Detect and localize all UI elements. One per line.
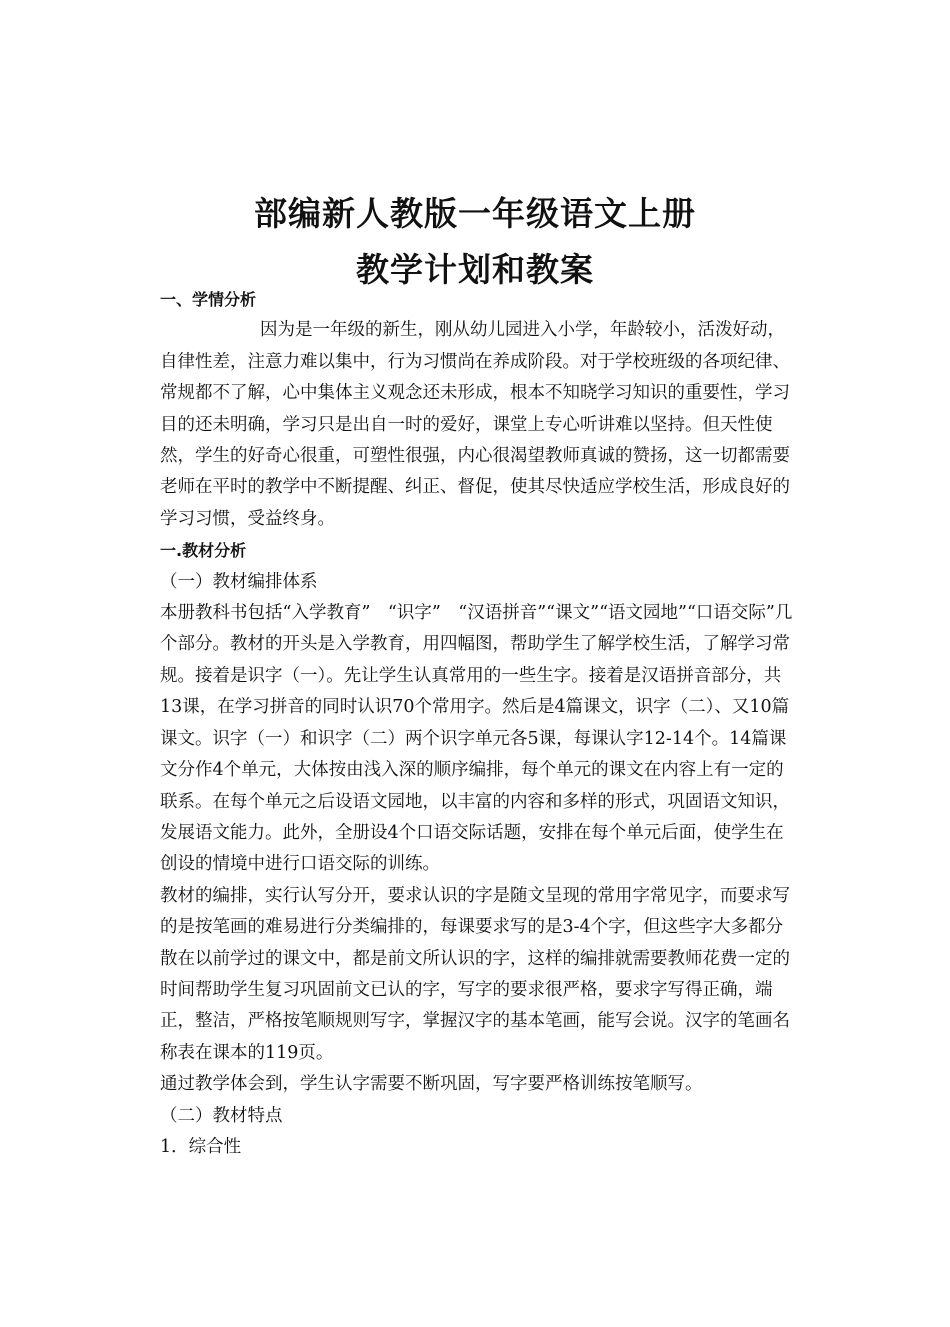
page-title: 部编新人教版一年级语文上册 <box>254 194 696 233</box>
paragraph-structure: 本册教科书包括“入学教育” “识字” “汉语拼音”“课文”“语文园地”“口语交际”几个部分。教材的开头是入学教育，用四幅图，帮助学生了解学校生活，了解学习常规。接着是识字（一）。先让学生认真常用的一些生字。接着是汉语拼音部分，共13课，在学习拼音的同时认识70个常用字。然后是4篇课文，识字（二）、又10篇课文。识字（一）和识字（二）两个识字单元各5课，每课认字12-14个。14篇课文分作4个单元，大体按由浅入深的顺序编排，每个单元的课文在内容上有一定的联系。在每个单元之后设语文园地，以丰富的内容和多样的形式，巩固语文知识，发展语文能力。此外，全册设4个口语交际话题，安排在每个单元后面，使学生在创设的情境中进行口语交际的训练。 <box>160 603 793 875</box>
subsection-heading-features: （二）教材特点 <box>160 1105 283 1126</box>
page-subtitle: 教学计划和教案 <box>356 250 594 289</box>
paragraph-experience: 通过教学体会到，学生认字需要不断巩固，写字要严格训练按笔顺写。 <box>160 1074 703 1095</box>
section-heading-textbook: 一.教材分析 <box>160 541 247 561</box>
document-body <box>160 284 800 1163</box>
paragraph-writing: 教材的编排，实行认写分开，要求认识的字是随文呈现的常用字常见字，而要求写的是按笔画的难易进行分类编排的，每课要求写的是3-4个字，但这些字大多都分散在以前学过的课文中，都是前文所认识的字，这样的编排就需要教师花费一定的时间帮助学生复习巩固前文已认的字，写字的要求很严格，要求字写得正确，端正，整洁，严格按笔顺规则写字，掌握汉字的基本笔画，能写会说。汉字的笔画名称表在课本的119页。 <box>160 885 790 1063</box>
title-block <box>0 186 950 298</box>
section-heading-situation: 一、学情分析 <box>160 290 257 309</box>
list-item-comprehensive: 1．综合性 <box>160 1136 242 1157</box>
paragraph-situation: 因为是一年级的新生，刚从幼儿园进入小学，年龄较小，活泼好动，自律性差，注意力难以集中，行为习惯尚在养成阶段。对于学校班级的各项纪律、常规都不了解，心中集体主义观念还未形成，根本不知晓学习知识的重要性，学习目的还未明确，学习只是出自一时的爱好，课堂上专心听讲难以坚持。但天性使然，学生的好奇心很重，可塑性很强，内心很渴望教师真诚的赞扬，这一切都需要老师在平时的教学中不断提醒、纠正、督促，使其尽快适应学校生活，形成良好的学习习惯，受益终身。 <box>160 320 790 529</box>
subsection-heading-structure: （一）教材编排体系 <box>160 571 318 592</box>
